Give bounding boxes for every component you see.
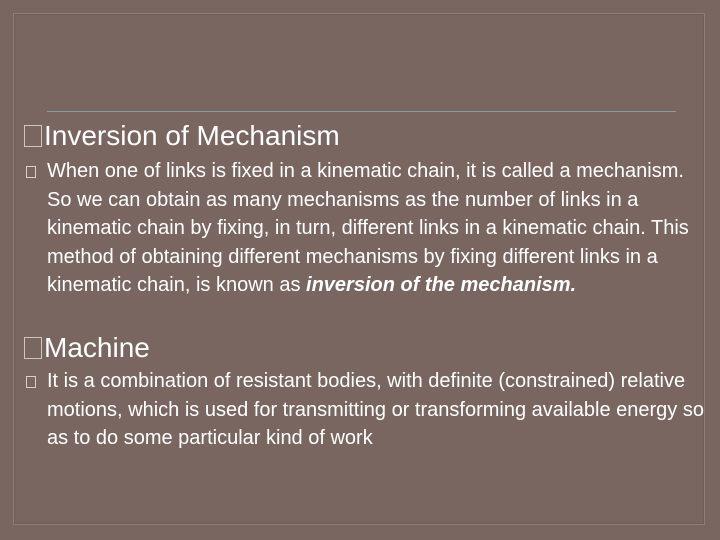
box-bullet-icon <box>24 125 42 147</box>
box-bullet-icon <box>26 376 36 388</box>
bullet-inversion-definition <box>26 157 706 300</box>
title-divider <box>47 111 676 112</box>
heading-text: Machine <box>44 332 150 363</box>
heading-inversion-of-mechanism <box>24 120 340 152</box>
bullet-body: When one of links is fixed in a kinematic chain, it is called a mechanism. So we can obtain as many mechanisms as the number of links in a kinematic chain by fixing, in turn, different links in a kinematic chain. This method of obtaining different mechanisms by fixing different links in a kinematic chain, is known as <box>47 160 689 296</box>
bullet-text <box>47 157 707 300</box>
box-bullet-icon <box>26 166 36 178</box>
box-bullet-icon <box>24 337 42 359</box>
heading-machine <box>24 332 150 364</box>
bullet-text <box>47 367 707 453</box>
heading-text: Inversion of Mechanism <box>44 120 340 151</box>
bullet-body: It is a combination of resistant bodies, with definite (constrained) relative motions, which is used for transmitting or transforming available energy so as to do some particular kind of work <box>47 370 704 449</box>
bullet-emphasis: inversion of the mechanism. <box>306 274 577 296</box>
bullet-machine-definition <box>26 367 706 453</box>
